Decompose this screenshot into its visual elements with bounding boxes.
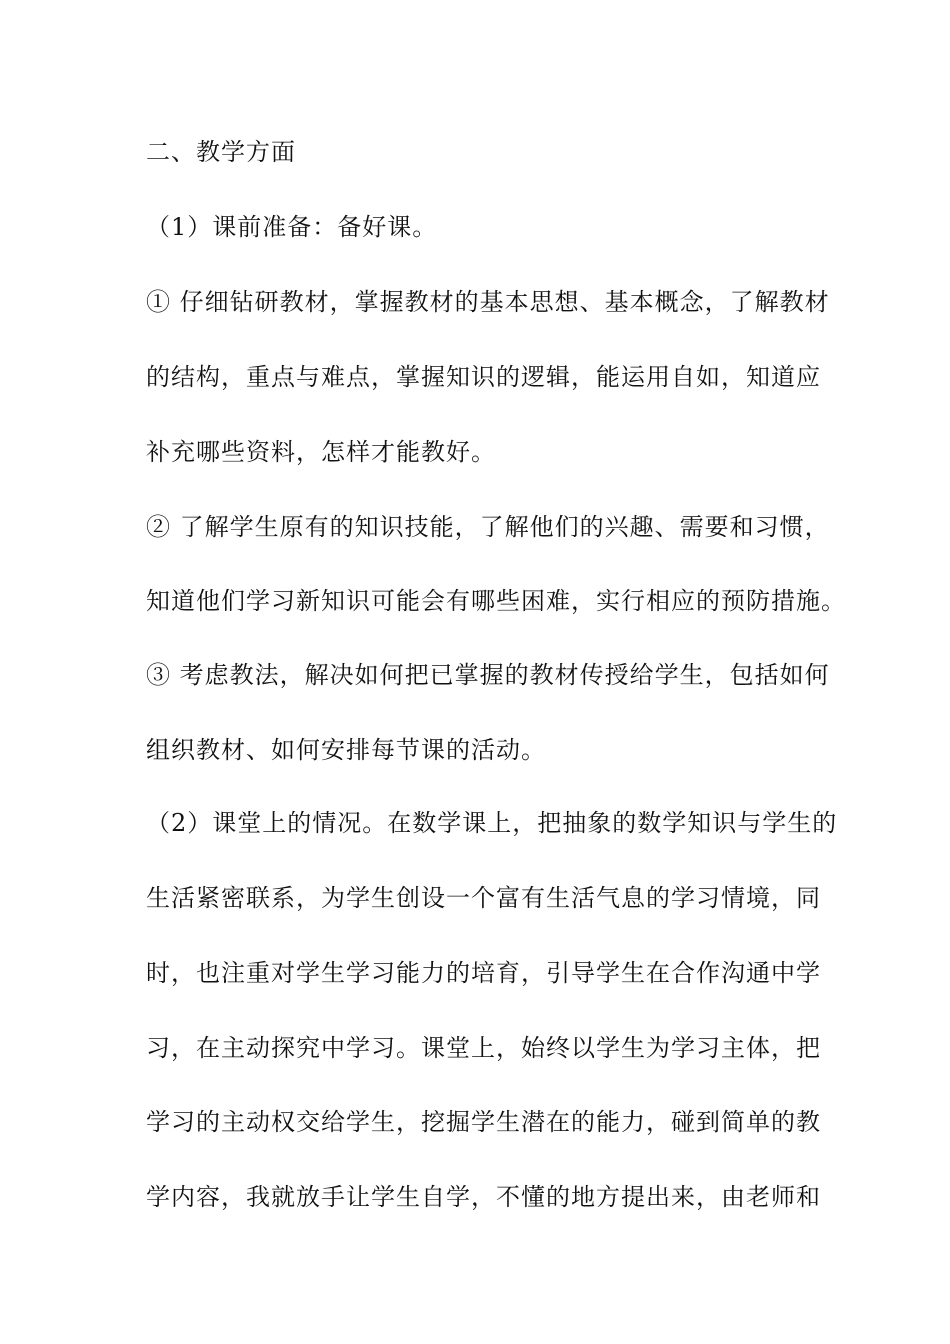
text-line: 知道他们学习新知识可能会有哪些困难，实行相应的预防措施。 — [146, 587, 846, 615]
text-line: 学内容，我就放手让学生自学，不懂的地方提出来，由老师和 — [146, 1183, 821, 1211]
text-line: 时，也注重对学生学习能力的培育，引导学生在合作沟通中学 — [146, 959, 821, 987]
section-title: 二、教学方面 — [146, 138, 296, 166]
text-line: ③ 考虑教法，解决如何把已掌握的教材传授给学生，包括如何 — [146, 661, 830, 689]
text-line: 生活紧密联系，为学生创设一个富有生活气息的学习情境，同 — [146, 884, 821, 912]
text-line: 习，在主动探究中学习。课堂上，始终以学生为学习主体，把 — [146, 1034, 821, 1062]
text-line: 补充哪些资料，怎样才能教好。 — [146, 438, 496, 466]
text-line: ② 了解学生原有的知识技能，了解他们的兴趣、需要和习惯， — [146, 513, 830, 541]
text-line: 学习的主动权交给学生，挖掘学生潜在的能力，碰到简单的教 — [146, 1108, 821, 1136]
text-line: 组织教材、如何安排每节课的活动。 — [146, 736, 546, 764]
text-line: ① 仔细钻研教材，掌握教材的基本思想、基本概念，了解教材 — [146, 288, 830, 316]
text-line: （1）课前准备：备好课。 — [146, 213, 438, 241]
text-line: （2）课堂上的情况。在数学课上，把抽象的数学知识与学生的 — [146, 809, 838, 837]
text-line: 的结构，重点与难点，掌握知识的逻辑，能运用自如，知道应 — [146, 363, 821, 391]
